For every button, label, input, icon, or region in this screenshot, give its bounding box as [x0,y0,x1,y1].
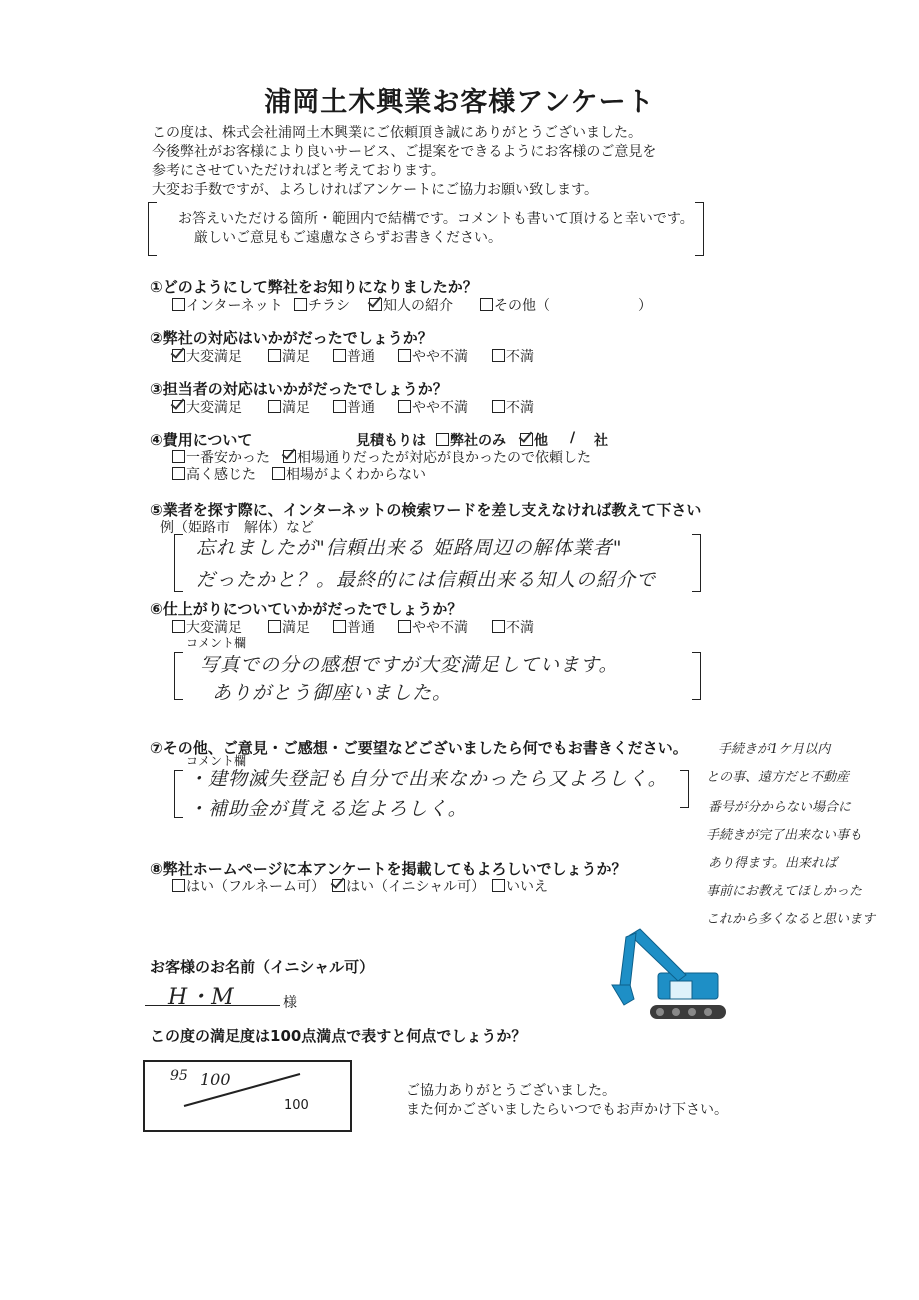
checkbox[interactable] [492,349,505,362]
checkbox[interactable] [172,620,185,633]
checkbox[interactable] [172,879,185,892]
checkbox[interactable] [492,879,505,892]
checkbox-checked[interactable] [283,450,296,463]
side-note-line-5: あり得ます。出来れば [708,856,837,871]
name-value: H・M [168,985,235,1010]
side-note-line-2: との事、遠方だと不動産 [706,770,850,785]
checkbox[interactable] [268,620,281,633]
q4-estimate-slash: / [570,430,576,446]
checkbox[interactable] [268,349,281,362]
closing-line-1: ご協力ありがとうございました。 [406,1083,616,1099]
q6-answer-line-2: ありがとう御座いました。 [212,682,453,704]
side-note-line-1: 手続きが1ケ月以内 [718,742,831,757]
checkbox[interactable] [268,400,281,413]
q7-label: ⑦その他、ご意見・ご感想・ご要望などございましたら何でもお書きください。 [150,739,688,757]
q8-label: ⑧弊社ホームページに本アンケートを掲載してもよろしいでしょうか？ [150,860,627,878]
q5-bracket-left [174,534,183,592]
checkbox[interactable] [480,298,493,311]
q6-comment-label: コメント欄 [186,636,247,650]
closing-line-2: また何かございましたらいつでもお声かけ下さい。 [406,1102,728,1118]
side-note-line-3: 番号が分からない場合に [708,800,852,815]
q5-bracket-right [692,534,701,592]
name-underline [145,1005,280,1006]
q8-option-no[interactable]: いいえ [492,876,548,896]
checkbox[interactable] [333,620,346,633]
q3-label: ③担当者の対応はいかがだったでしょうか？ [150,380,448,398]
checkbox-checked[interactable] [332,879,345,892]
checkbox[interactable] [492,620,505,633]
name-label: お客様のお名前（イニシャル可） [150,958,375,976]
checkbox[interactable] [272,467,285,480]
side-note-line-6: 事前にお教えてほしかった [706,884,863,899]
q2-option-dissatisfied[interactable]: 不満 [492,346,534,366]
survey-title: 浦岡土木興業お客様アンケート [264,87,655,118]
q3-option-dissatisfied[interactable]: 不満 [492,397,534,417]
q6-option-satisfied[interactable]: 満足 [268,617,310,637]
q3-option-satisfied[interactable]: 満足 [268,397,310,417]
intro-line-2: 今後弊社がお客様により良いサービス、ご提案をできるようにお客様のご意見を [152,144,657,160]
checkbox[interactable] [333,349,346,362]
q4-label: ④費用について [150,431,253,449]
q6-option-very-satisfied[interactable]: 大変満足 [172,617,242,637]
intro-line-1: この度は、株式会社浦岡土木興業にご依頼頂き誠にありがとうございました。 [152,125,642,141]
score-max: 100 [284,1098,309,1113]
checkbox[interactable] [398,620,411,633]
q7-comment-label: コメント欄 [186,754,247,768]
q1-label: ①どのようにして弊社をお知りになりましたか？ [150,278,478,296]
q1-option-referral[interactable]: 知人の紹介 [369,295,453,315]
checkbox-checked[interactable] [520,433,533,446]
q4-option-expensive[interactable]: 高く感じた [172,464,256,484]
q7-bracket-left [174,770,183,818]
score-label: この度の満足度は100点満点で表すと何点でしょうか？ [150,1027,527,1045]
q3-option-very-satisfied[interactable]: 大変満足 [172,397,242,417]
checkbox[interactable] [398,400,411,413]
q5-answer-line-2: だったかと？。最終的には信頼出来る知人の紹介で [196,569,657,591]
q8-option-initials[interactable]: はい（イニシャル可） [332,876,485,896]
q5-label: ⑤業者を探す際に、インターネットの検索ワードを差し支えなければ教えて下さい [150,501,702,519]
side-note-line-7: これから多くなると思います [706,912,876,927]
checkbox-checked[interactable] [172,400,185,413]
q8-option-full-name[interactable]: はい（フルネーム可） [172,876,325,896]
q6-bracket-right [692,652,701,700]
q4-estimate-others[interactable]: 他 [520,430,548,450]
q5-answer-line-1: 忘れましたが"信頼出来る 姫路周辺の解体業者" [196,537,623,559]
q1-option-internet[interactable]: インターネット [172,295,283,315]
checkbox[interactable] [333,400,346,413]
q4-estimate-label: 見積もりは [356,433,426,449]
checkbox-checked[interactable] [172,349,185,362]
q6-bracket-left [174,652,183,700]
checkbox[interactable] [436,433,449,446]
note-bracket-right [695,202,704,256]
note-bracket-left [148,202,157,256]
q1-option-flyer[interactable]: チラシ [294,295,350,315]
intro-line-4: 大変お手数ですが、よろしければアンケートにご協力お願い致します。 [152,182,599,198]
q6-option-normal[interactable]: 普通 [333,617,375,637]
q4-option-market-price[interactable]: 相場通りだったが対応が良かったので依頼した [283,447,591,467]
intro-line-3: 参考にさせていただければと考えております。 [152,163,445,179]
q7-bracket-right [680,770,689,808]
score-value-handwritten: 95 [170,1068,188,1084]
excavator-icon [590,925,730,1030]
checkbox-checked[interactable] [369,298,382,311]
q6-option-somewhat-dissatisfied[interactable]: やや不満 [398,617,468,637]
q4-option-unknown[interactable]: 相場がよくわからない [272,464,426,484]
q7-answer-line-1: ・建物滅失登記も自分で出来なかったら又よろしく。 [188,768,668,790]
checkbox[interactable] [172,450,185,463]
q2-label: ②弊社の対応はいかがだったでしょうか？ [150,329,433,347]
q4-estimate-only-us[interactable]: 弊社のみ [436,430,506,450]
q1-option-other[interactable]: その他（ [480,295,550,315]
checkbox[interactable] [172,298,185,311]
q1-option-other-close: ） [638,298,652,314]
q4-option-cheapest[interactable]: 一番安かった [172,447,270,467]
q2-option-satisfied[interactable]: 満足 [268,346,310,366]
side-note-line-4: 手続きが完了出来ない事も [706,828,863,843]
q2-option-normal[interactable]: 普通 [333,346,375,366]
q6-answer-line-1: 写真での分の感想ですが大変満足しています。 [200,654,619,676]
checkbox[interactable] [398,349,411,362]
checkbox[interactable] [492,400,505,413]
q5-example: 例（姫路市 解体）など [160,520,314,536]
checkbox[interactable] [294,298,307,311]
q7-answer-line-2: ・補助金が貰える迄よろしく。 [188,798,468,820]
score-value-crossed: 100 [200,1070,231,1089]
name-suffix: 様 [283,995,297,1011]
q6-option-dissatisfied[interactable]: 不満 [492,617,534,637]
q2-option-somewhat-dissatisfied[interactable]: やや不満 [398,346,468,366]
checkbox[interactable] [172,467,185,480]
q6-label: ⑥仕上がりについていかがだったでしょうか？ [150,600,463,618]
note-line-1: お答えいただける箇所・範囲内で結構です。コメントも書いて頂けると幸いです。 [178,211,694,227]
q4-estimate-companies: 社 [594,433,608,449]
q2-option-very-satisfied[interactable]: 大変満足 [172,346,242,366]
q3-option-normal[interactable]: 普通 [333,397,375,417]
note-line-2: 厳しいご意見もご遠慮なさらずお書きください。 [194,230,502,246]
q3-option-somewhat-dissatisfied[interactable]: やや不満 [398,397,468,417]
